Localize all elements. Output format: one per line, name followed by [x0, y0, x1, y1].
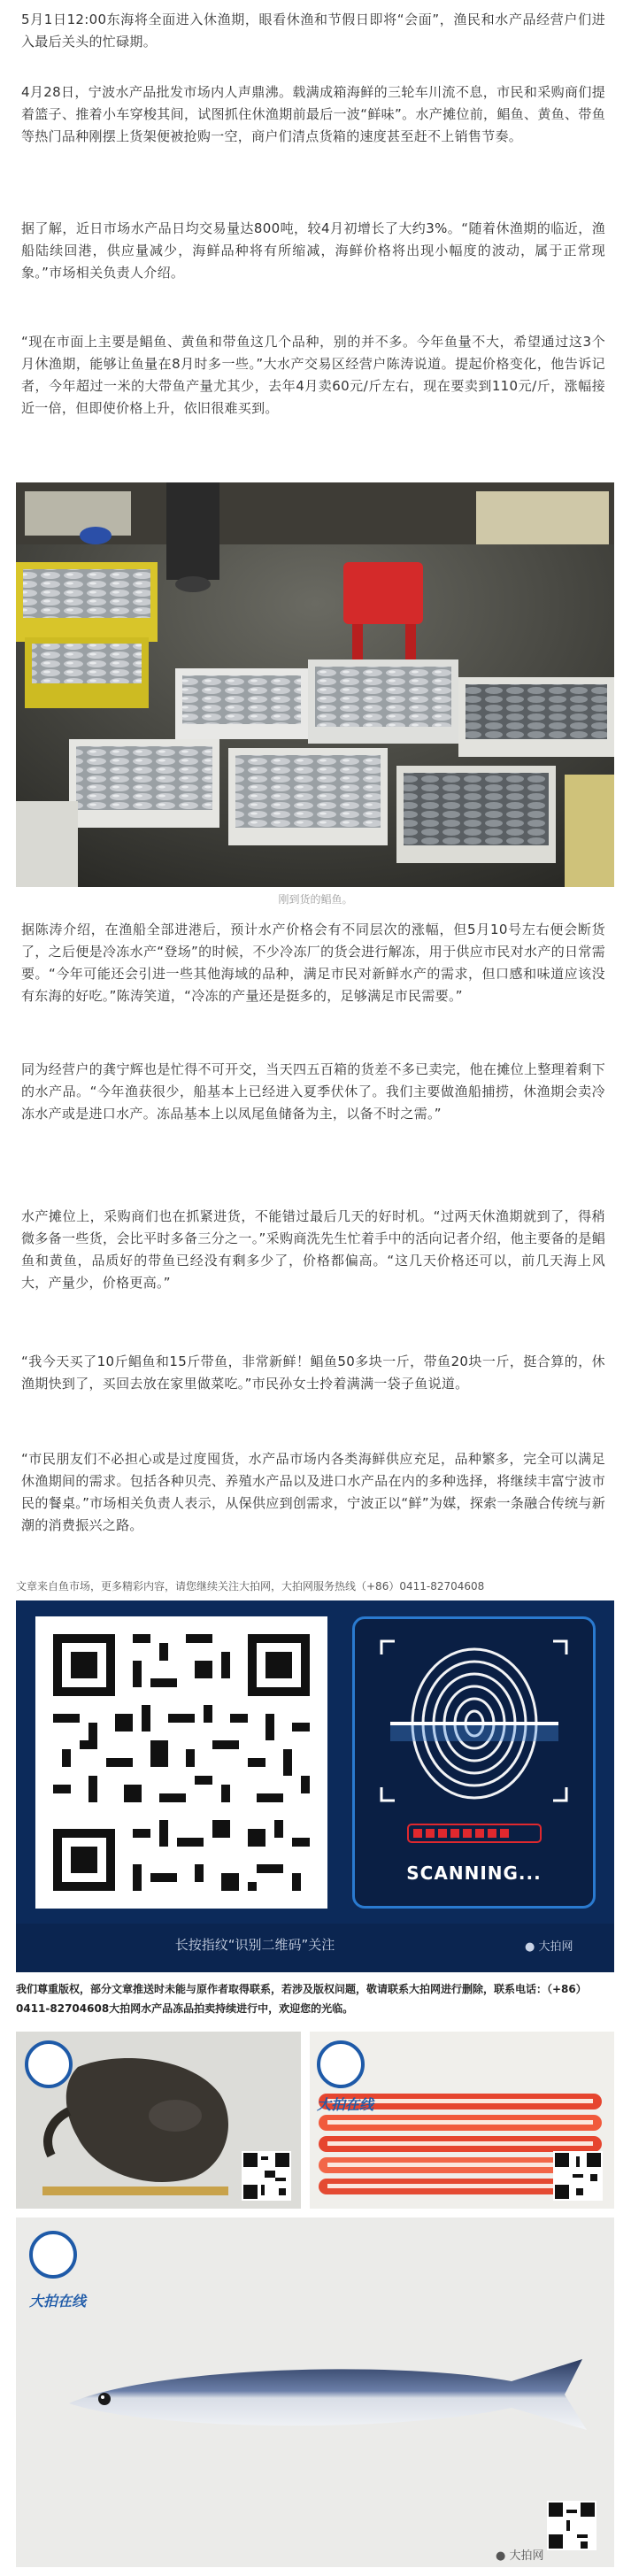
- product-image-saury: [16, 2217, 614, 2567]
- fish-market-photo: [16, 482, 614, 887]
- product-image-monkfish: [16, 2032, 301, 2209]
- brand-text: 大拍在线: [29, 2293, 87, 2310]
- qr-hint: 长按指纹“识别二维码”关注: [174, 1937, 335, 1953]
- article-paragraph-5: 据陈涛介绍，在渔船全部进港后，预计水产价格会有不同层次的涨幅，但5月10号左右便会断货了，之后便是冷冻水产“登场”的时候，不少冷冻厂的货会进行解冻，用于供应市民对水产的日常需要。“今年可能还会引进一些其他海域的品种，满足市民对新鲜水产的需求，但口感和味道应该没有东海的好吃。”陈涛笑道，“冷冻的产量还是挺多的，足够满足市民需要。”: [21, 922, 605, 1004]
- qr-code-pattern: [35, 1616, 327, 1909]
- brand-logo-icon: [29, 2231, 77, 2279]
- qr-code[interactable]: [35, 1616, 327, 1909]
- banner-watermark-text: 大拍网: [538, 1940, 573, 1954]
- article-paragraph-4: “现在市面上主要是鲳鱼、黄鱼和带鱼这几个品种，别的并不多。今年鱼量不大，希望通过这3个月休渔期，能够让鱼量在8月时多一些。”大水产交易区经营户陈涛说道。提起价格变化，他告诉记者，今年超过一米的大带鱼产量尤其少，去年4月卖60元/斤左右，现在要卖到110元/斤，涨幅接近一倍，但即使价格上升，依旧很难买到。: [21, 334, 605, 416]
- article-paragraph-1: 5月1日12:00东海将全面进入休渔期，眼看休渔和节假日即将“会面”，渔民和水产品经营户们进入最后关头的忙碌期。: [21, 12, 605, 50]
- article-paragraph-9: “市民朋友们不必担心或是过度囤货，水产品市场内各类海鲜供应充足，品种繁多，完全可以满足休渔期间的需求。包括各种贝壳、养殖水产品以及进口水产品在内的多种选择，将继续丰富宁波市民的餐桌。”市场相关负责人表示，从保供应到创需求，宁波正以“鲜”为媒，探索一条融合传统与新潮的消费振兴之路。: [21, 1451, 605, 1533]
- wechat-icon: ●: [525, 1940, 535, 1954]
- footer-watermark: [496, 2546, 544, 2563]
- article-paragraph-7: 水产摊位上，采购商们也在抓紧进货，不能错过最后几天的好时机。“过两天休渔期就到了，得稍微多备一些货，会比平时多备三分之一。”采购商洗先生忙着手中的活向记者介绍，他主要备的是鲳鱼和黄鱼，品质好的带鱼已经没有剩多少了，价格都偏高。“这几天价格还可以，前几天海上风大，产量少，价格更高。”: [21, 1208, 605, 1291]
- wechat-icon: ●: [496, 2549, 506, 2563]
- brand-logo-icon: [317, 2040, 365, 2088]
- article-paragraph-3: 据了解，近日市场水产品日均交易量达800吨，较4月初增长了大约3%。“随着休渔期的临近，渔船陆续回港，供应量减少，海鲜品种将有所缩减，海鲜价格将出现小幅度的波动，属于正常现象。”市场相关负责人介绍。: [21, 220, 605, 281]
- mini-qr-code: [553, 2151, 603, 2201]
- footer-watermark-text: 大拍网: [509, 2549, 544, 2563]
- article-paragraph-2: 4月28日，宁波水产品批发市场内人声鼎沸。载满成箱海鲜的三轮车川流不息，市民和采购商们提着篮子、推着小车穿梭其间，试图抓住休渔期前最后一波“鲜味”。水产摊位前，鲳鱼、黄鱼、带鱼等热门品种刚摆上货架便被抢购一空，商户们清点货箱的速度甚至赶不上销售节奏。: [21, 84, 605, 144]
- scanning-label: SCANNING...: [406, 1863, 542, 1884]
- photo-caption: 刚到货的鲳鱼。: [278, 893, 353, 906]
- fingerprint-scanner[interactable]: [352, 1616, 596, 1909]
- article-paragraph-6: 同为经营户的龚宁辉也是忙得不可开交，当天四五百箱的货差不多已卖完，他在摊位上整理着剩下的水产品。“今年渔获很少，船基本上已经进入夏季伏休了。我们主要做渔船捕捞，休渔期会卖冷冻水产或是进口水产。冻品基本上以凤尾鱼储备为主，以备不时之需。”: [21, 1061, 605, 1122]
- brand-logo-icon: [25, 2040, 73, 2088]
- source-notice: 文章来自鱼市场，更多精彩内容，请您继续关注大拍网，大拍网服务热线（+86）0411-82704608: [16, 1580, 485, 1593]
- qr-promo-banner: [16, 1600, 614, 1972]
- brand-text: 大拍在线: [317, 2096, 374, 2113]
- article-paragraph-8: “我今天买了10斤鲳鱼和15斤带鱼，非常新鲜！鲳鱼50多块一斤，带鱼20块一斤，挺合算的，休渔期快到了，买回去放在家里做菜吃。”市民孙女士拎着满满一袋子鱼说道。: [21, 1354, 605, 1392]
- mini-qr-code: [547, 2501, 596, 2550]
- mini-qr-code: [242, 2151, 291, 2201]
- product-image-crab-legs: [310, 2032, 614, 2209]
- copyright-notice: 我们尊重版权，部分文章推送时未能与原作者取得联系，若涉及版权问题，敬请联系大拍网进行删除，联系电话：（+86）0411-82704608大拍网水产品冻品拍卖持续进行中，欢迎您的光临。: [16, 1983, 587, 2015]
- banner-watermark: [525, 1937, 573, 1954]
